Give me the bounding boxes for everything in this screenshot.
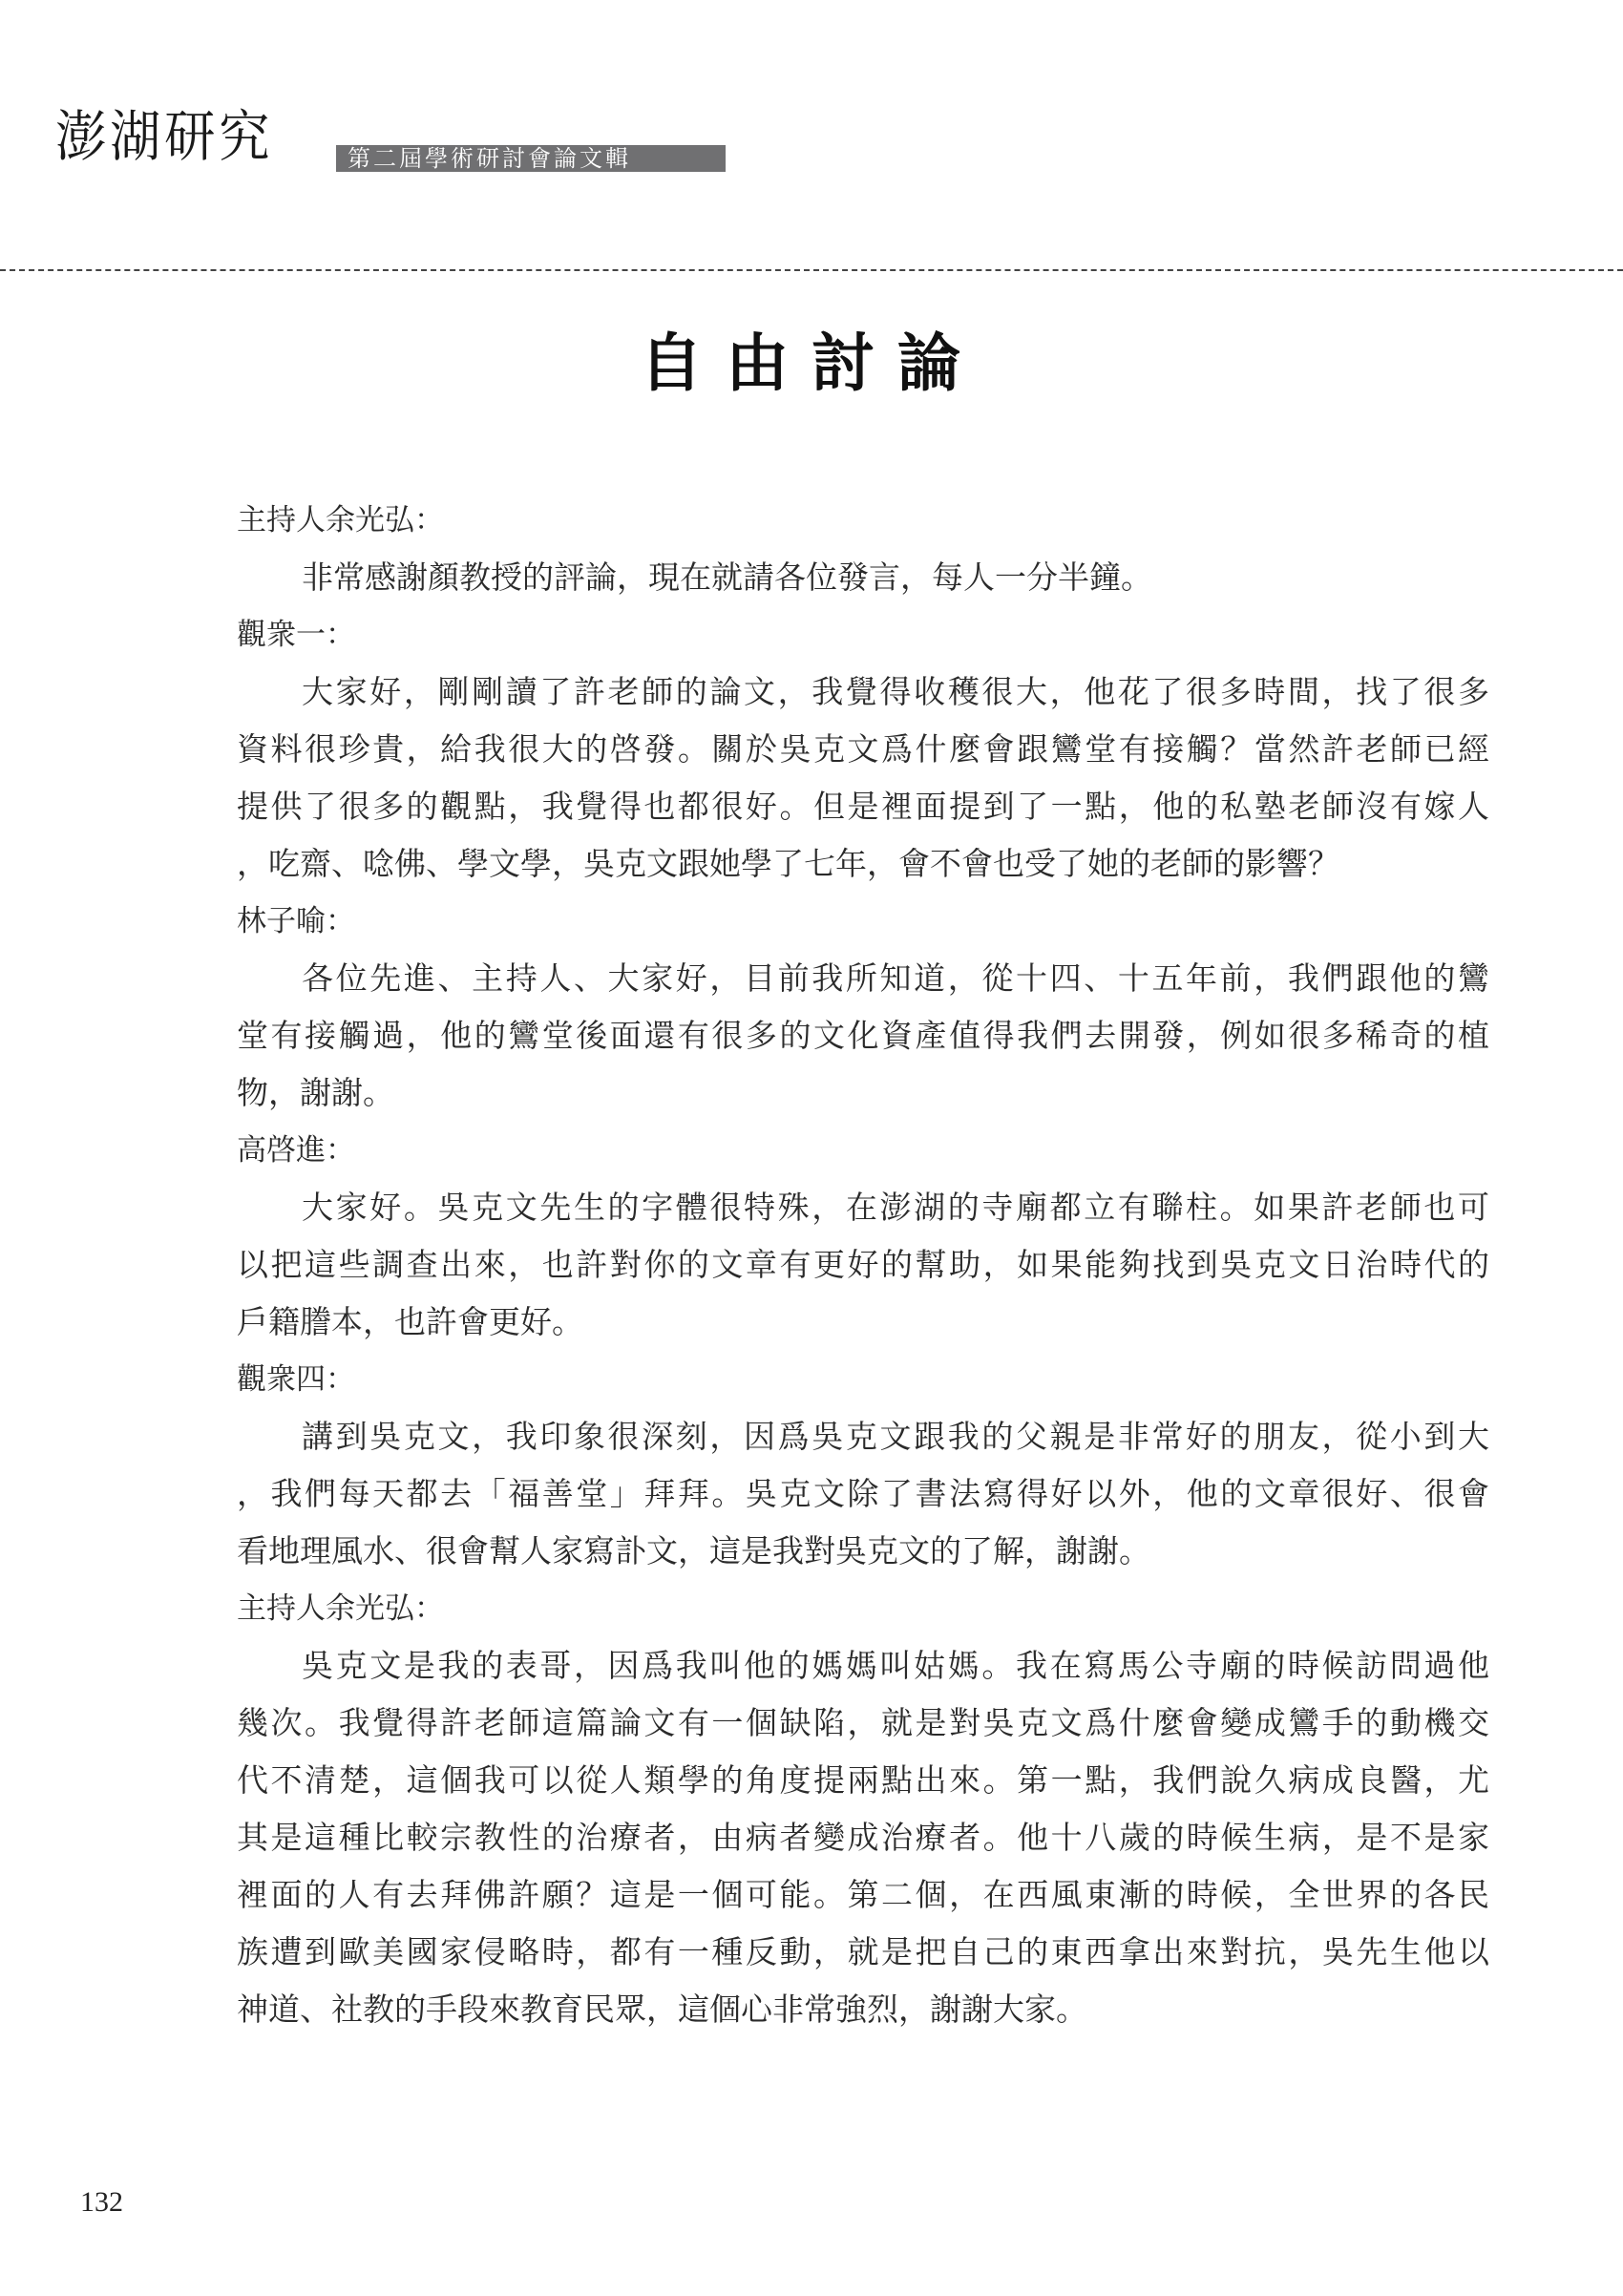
paragraph-line: 戶籍謄本，也許會更好。 xyxy=(237,1303,583,1340)
discussion-entry xyxy=(237,1351,1489,1580)
paragraph-line: 族遭到歐美國家侵略時，都有一種反動，就是把自己的東西拿出來對抗，吳先生他以 xyxy=(237,1933,1489,1970)
series-subtitle-band: 第二屆學術研討會論文輯 xyxy=(336,145,726,172)
paragraph-line: 神道、社教的手段來教育民眾，這個心非常強烈，謝謝大家。 xyxy=(237,1991,1087,2028)
speaker-name: 主持人余光弘： xyxy=(237,503,444,537)
speaker-name: 觀衆一： xyxy=(237,618,355,652)
speaker-name: 高啓進： xyxy=(237,1133,355,1168)
discussion-entry xyxy=(237,606,1489,893)
discussion-entry xyxy=(237,492,1489,606)
paragraph-line: 幾次。我覺得許老師這篇論文有一個缺陷，就是對吳克文爲什麼會變成鸞手的動機交 xyxy=(237,1704,1489,1741)
paragraph-line: 物，謝謝。 xyxy=(237,1074,394,1111)
discussion-body xyxy=(237,492,1489,2038)
speaker-name: 林子喻： xyxy=(237,904,355,938)
header-dashed-divider xyxy=(0,269,1623,271)
paragraph-line: 吳克文是我的表哥，因爲我叫他的媽媽叫姑媽。我在寫馬公寺廟的時候訪問過他 xyxy=(302,1647,1489,1684)
paragraph-line: 其是這種比較宗教性的治療者，由病者變成治療者。他十八歲的時候生病，是不是家 xyxy=(237,1819,1489,1856)
paragraph-line: 提供了很多的觀點，我覺得也都很好。但是裡面提到了一點，他的私塾老師沒有嫁人 xyxy=(237,788,1489,825)
paragraph-line: 大家好，剛剛讀了許老師的論文，我覺得收穫很大，他花了很多時間，找了很多 xyxy=(302,673,1489,710)
paragraph-line: 代不清楚，這個我可以從人類學的角度提兩點出來。第一點，我們說久病成良醫，尤 xyxy=(237,1761,1489,1799)
speaker-name: 觀衆四： xyxy=(237,1362,355,1397)
running-header xyxy=(0,105,1623,181)
page-title: 自由討論 xyxy=(640,326,983,400)
discussion-entry xyxy=(237,1122,1489,1351)
paragraph-line: 非常感謝顏教授的評論，現在就請各位發言，每人一分半鐘。 xyxy=(302,558,1152,596)
paragraph-line: ，我們每天都去「福善堂」拜拜。吳克文除了書法寫得好以外，他的文章很好、很會 xyxy=(237,1475,1489,1512)
journal-title: 澎湖研究 xyxy=(55,104,274,169)
paragraph-line: ，吃齋、唸佛、學文學，吳克文跟她學了七年，會不會也受了她的老師的影響？ xyxy=(237,845,1339,882)
discussion-entry xyxy=(237,893,1489,1122)
paragraph-line: 大家好。吳克文先生的字體很特殊，在澎湖的寺廟都立有聯柱。如果許老師也可 xyxy=(302,1189,1489,1226)
page-number: 132 xyxy=(80,2186,123,2218)
discussion-entry xyxy=(237,1580,1489,2038)
paragraph-line: 資料很珍貴，給我很大的啓發。關於吳克文爲什麼會跟鸞堂有接觸？當然許老師已經 xyxy=(237,730,1489,768)
paragraph-line: 堂有接觸過，他的鸞堂後面還有很多的文化資產值得我們去開發，例如很多稀奇的植 xyxy=(237,1017,1489,1054)
paragraph-line: 裡面的人有去拜佛許願？這是一個可能。第二個，在西風東漸的時候，全世界的各民 xyxy=(237,1876,1489,1913)
paragraph-line: 講到吳克文，我印象很深刻，因爲吳克文跟我的父親是非常好的朋友，從小到大 xyxy=(302,1418,1489,1455)
paragraph-line: 各位先進、主持人、大家好，目前我所知道，從十四、十五年前，我們跟他的鸞 xyxy=(302,959,1489,997)
speaker-name: 主持人余光弘： xyxy=(237,1591,444,1626)
paragraph-line: 以把這些調查出來，也許對你的文章有更好的幫助，如果能夠找到吳克文日治時代的 xyxy=(237,1246,1489,1283)
paragraph-line: 看地理風水、很會幫人家寫訃文，這是我對吳克文的了解，謝謝。 xyxy=(237,1532,1150,1569)
